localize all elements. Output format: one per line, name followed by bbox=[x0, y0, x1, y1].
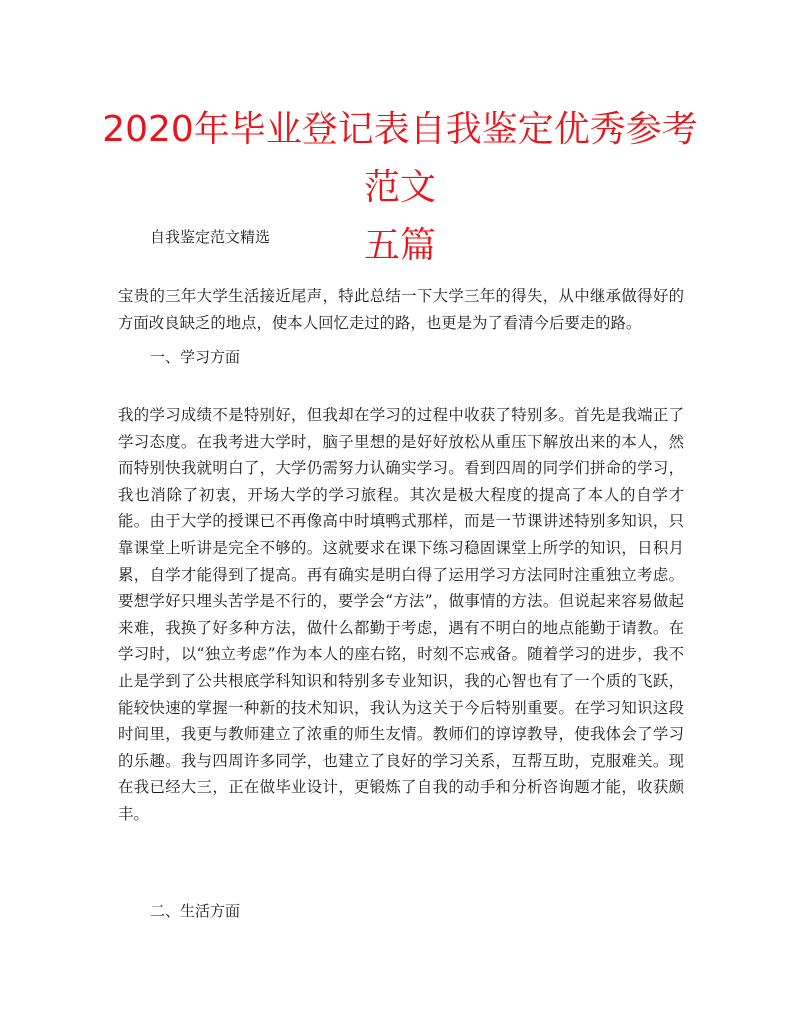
intro-paragraph: 宝贵的三年大学生活接近尾声，特此总结一下大学三年的得失，从中继承做得好的方面改良缺乏的地点，使本人回忆走过的路，也更是为了看清今后要走的路。 bbox=[118, 287, 684, 332]
document-title bbox=[100, 101, 700, 275]
study-paragraph: 我的学习成绩不是特别好，但我却在学习的过程中收获了特别多。首先是我端正了学习态度。在我考进大学时，脑子里想的是好好放松从重压下解放出来的本人，然而特别快我就明白了，大学仍需努力认确实学习。看到四周的同学们拼命的学习，我也消除了初衷，开场大学的学习旅程。其次是极大程度的提高了本人的自学才能。由于大学的授课已不再像高中时填鸭式那样，而是一节课讲述特别多知识，只靠课堂上听讲是完全不够的。这就要求在课下练习稳固课堂上所学的知识，日积月累，自学才能得到了提高。再有确实是明白得了运用学习方法同时注重独立考虑。要想学好只埋头苦学是不行的，要学会“方法”，做事情的方法。但说起来容易做起来难，我换了好多种方法，做什么都勤于考虑，遇有不明白的地点能勤于请教。在学习时，以“独立考虑”作为本人的座右铭，时刻不忘戒备。随着学习的进步，我不止是学到了公共根底学科知识和特别多专业知识，我的心智也有了一个质的飞跃，能较快速的掌握一种新的技术知识，我认为这关于今后特别重要。在学习知识这段时间里，我更与教师建立了浓重的师生友情。教师们的谆谆教导，使我体会了学习的乐趣。我与四周许多同学，也建立了良好的学习关系，互帮互助，克服难关。现在我已经大三，正在做毕业设计，更锻炼了自我的动手和分析咨询题才能，收获颇丰。 bbox=[118, 406, 684, 823]
title-line-2: 五篇 bbox=[363, 225, 436, 266]
title-line-1: 2020年毕业登记表自我鉴定优秀参考范文 bbox=[102, 109, 698, 208]
section-heading-life: 二、生活方面 bbox=[150, 902, 241, 920]
section-heading-study: 一、学习方面 bbox=[150, 348, 241, 366]
document-subtitle: 自我鉴定范文精选 bbox=[150, 228, 271, 246]
